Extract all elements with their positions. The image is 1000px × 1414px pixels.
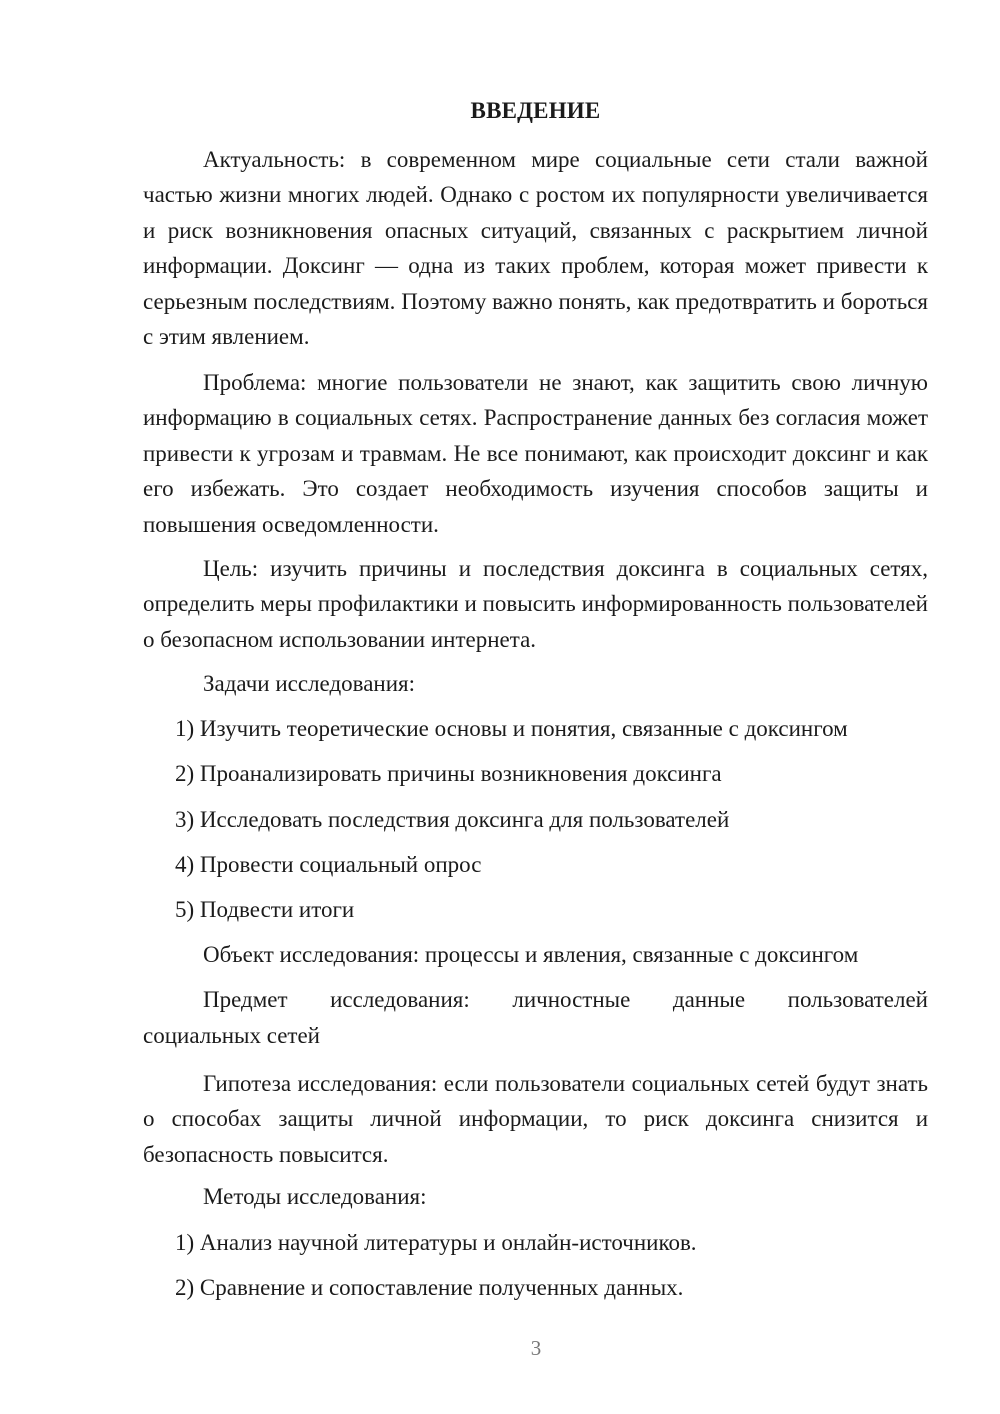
task-item: 2) Проанализировать причины возникновения доксинга xyxy=(175,761,722,786)
page-number: 3 xyxy=(530,1336,542,1360)
subject-paragraph-line2: социальных сетей xyxy=(143,1023,320,1048)
task-item: 1) Изучить теоретические основы и понятия, связанные с доксингом xyxy=(175,716,848,741)
problem-paragraph: Проблема: многие пользователи не знают, как защитить свою личную информацию в социальных сетях. Распространение данных без согласия может привести к угрозам и травмам. Не все понимают, как происходит доксинг и как его избежать. Это создает необходимость изучения способов защиты и повышения осведомленности. xyxy=(143,370,928,537)
goal-paragraph: Цель: изучить причины и последствия доксинга в социальных сетях, определить меры профилактики и повысить информированность пользователей о безопасном использовании интернета. xyxy=(143,556,928,652)
subject-paragraph-line1: Предмет исследования: личностные данные пользователей xyxy=(203,987,928,1012)
method-item: 2) Сравнение и сопоставление полученных данных. xyxy=(175,1275,684,1300)
hypothesis-paragraph: Гипотеза исследования: если пользователи социальных сетей будут знать о способах защиты личной информации, то риск доксинга снизится и безопасность повысится. xyxy=(143,1071,928,1167)
task-item: 5) Подвести итоги xyxy=(175,897,355,922)
relevance-paragraph: Актуальность: в современном мире социальные сети стали важной частью жизни многих людей. Однако с ростом их популярности увеличивается и риск возникновения опасных ситуаций, связанных с раскрытием личной информации. Доксинг — одна из таких проблем, которая может привести к серьезным последствиям. Поэтому важно понять, как предотвратить и бороться с этим явлением. xyxy=(143,147,928,350)
methods-heading: Методы исследования: xyxy=(203,1184,427,1209)
object-paragraph: Объект исследования: процессы и явления, связанные с доксингом xyxy=(203,942,859,967)
task-item: 3) Исследовать последствия доксинга для пользователей xyxy=(175,807,730,832)
task-item: 4) Провести социальный опрос xyxy=(175,852,482,877)
section-title: ВВЕДЕНИЕ xyxy=(470,98,601,123)
method-item: 1) Анализ научной литературы и онлайн-источников. xyxy=(175,1230,697,1255)
tasks-heading: Задачи исследования: xyxy=(203,671,416,696)
